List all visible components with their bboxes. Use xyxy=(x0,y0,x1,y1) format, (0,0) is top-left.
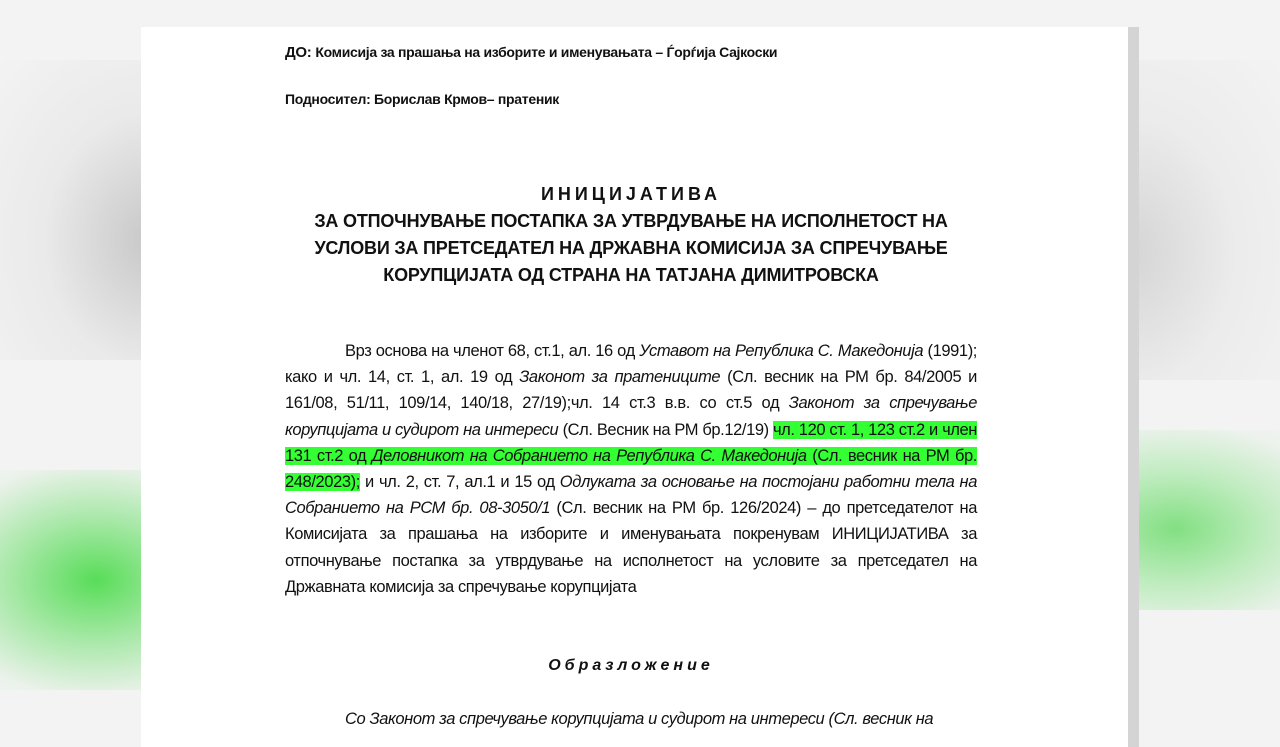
highlighted-text-italic: Деловникот на Собранието на Република С. Македонија xyxy=(371,446,807,465)
body-text: и чл. 2, ст. 7, ал.1 и 15 од xyxy=(359,473,560,492)
sender-prefix: Подносител: xyxy=(285,91,375,107)
body-text: (Сл. весник на РМ бр. 126/2024) – до претседателот на Комисијата за прашања на изборите и именувањата покренувам ИНИЦИЈАТИВА за отпочнување постапка за утврдување на исполнетост на условите за претседател на Државната комисија за спречување корупцијата xyxy=(285,499,977,596)
highlighted-text: чл. 120 ст. 1, 123 ст.2 и член 131 ст.2 од xyxy=(285,420,978,465)
title-line-1: ЗА ОТПОЧНУВАЊЕ ПОСТАПКА ЗА УТВРДУВАЊЕ НА ИСПОЛНЕТОСТ НА xyxy=(314,211,948,231)
sender-line xyxy=(285,91,559,108)
body-text-italic: Законот за спречување корупцијата и судирот на интереси xyxy=(285,394,977,439)
body-text-italic: Уставот на Република С. Македонија xyxy=(639,342,924,360)
body-text: (1991); како и чл. 14, ст. 1, ал. 19 од xyxy=(285,342,977,387)
title-line-2: УСЛОВИ ЗА ПРЕТСЕДАТЕЛ НА ДРЖАВНА КОМИСИЈА ЗА СПРЕЧУВАЊЕ xyxy=(314,238,948,258)
recipient-prefix: ДО: xyxy=(285,44,316,61)
document-page xyxy=(141,27,1128,747)
body-text-italic: Одлуката за основање на постојани работни тела на Собранието на РСМ бр. 08-3050/1 xyxy=(285,473,977,518)
highlighted-text: (Сл. весник на РМ бр. 248/2023); xyxy=(285,446,977,492)
section-heading-explanation: Образложение xyxy=(548,657,714,674)
background-green-glow-right xyxy=(1120,430,1280,610)
title-heading: ИНИЦИЈАТИВА xyxy=(540,184,722,204)
body-text-italic: Законот за пратениците xyxy=(519,368,721,387)
page-edge xyxy=(1128,27,1139,747)
document-title xyxy=(285,181,977,289)
sender-text: Борислав Крмов– пратеник xyxy=(374,91,559,107)
recipient-text: Комисија за прашања на изборите и именувањата – Ѓорѓија Сајкоски xyxy=(315,44,778,60)
body-text: (Сл. Весник на РМ бр.12/19) xyxy=(558,420,773,439)
background-shade-right xyxy=(1130,60,1280,380)
body-paragraph xyxy=(285,338,977,600)
truncated-body-line: Со Законот за спречување корупцијата и судирот на интереси (Сл. весник на xyxy=(345,710,934,728)
recipient-line xyxy=(285,44,777,61)
body-text: (Сл. весник на РМ бр. 84/2005 и 161/08, 51/11, 109/14, 140/18, 27/19);чл. 14 ст.3 в.в. со ст.5 од xyxy=(285,368,977,413)
background-shade-left xyxy=(0,60,150,360)
body-text: Врз основа на членот 68, ст.1, ал. 16 од xyxy=(345,342,640,360)
title-line-3: КОРУПЦИЈАТА ОД СТРАНА НА ТАТЈАНА ДИМИТРОВСКА xyxy=(383,265,879,285)
